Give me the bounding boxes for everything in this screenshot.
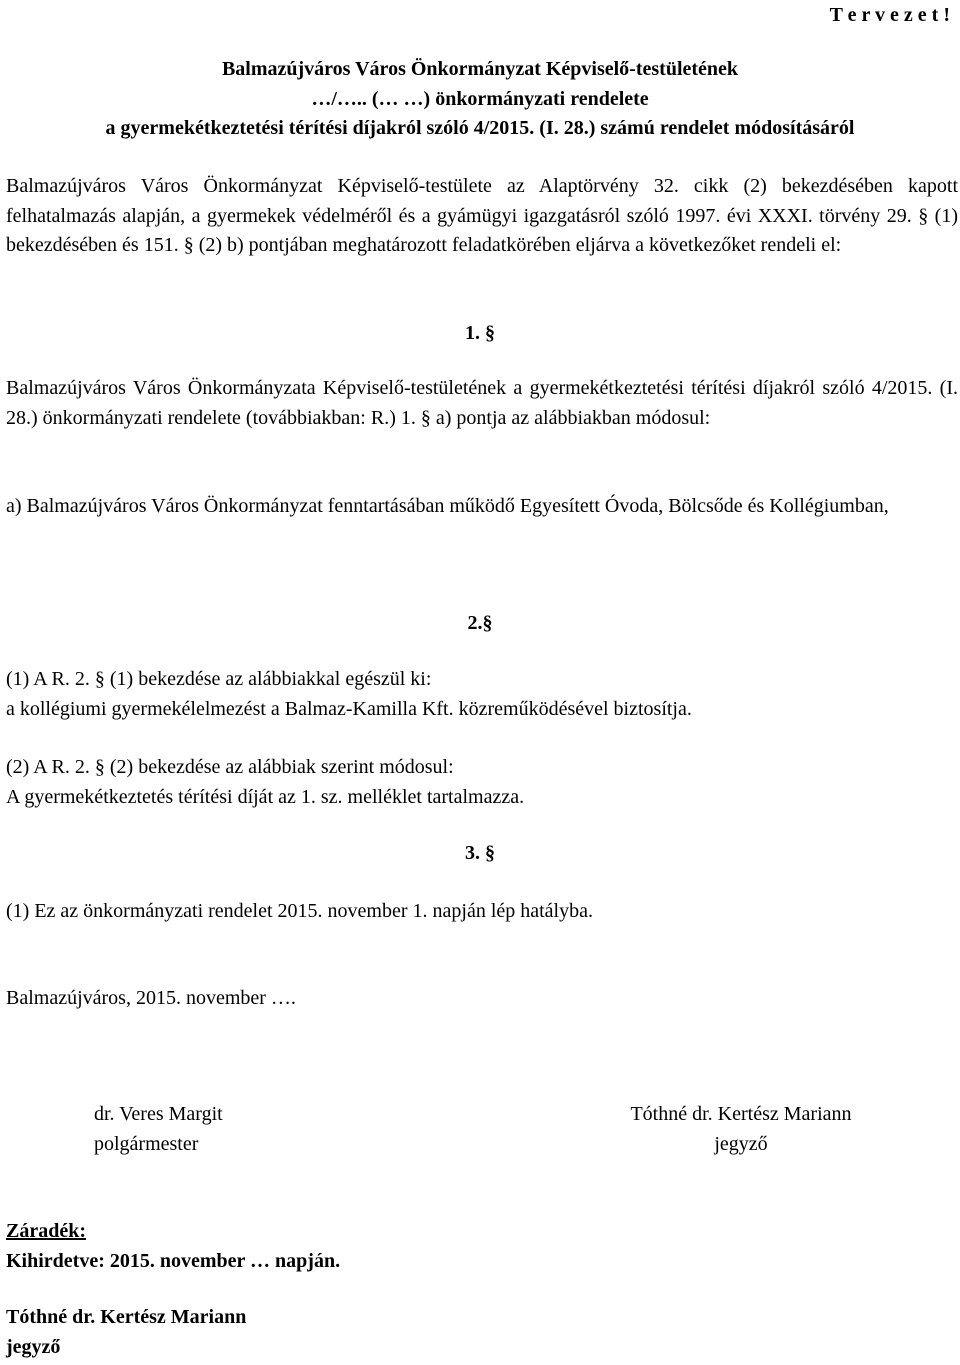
heading-line-3: a gyermekétkeztetési térítési díjakról szóló 4/2015. (I. 28.) számú rendelet módosításáról [105,117,855,139]
clause-label: Záradék: [6,1220,86,1242]
section-3-para-1: (1) Ez az önkormányzati rendelet 2015. november 1. napján lép hatályba. [6,900,593,922]
section-2-para-1-line-2: a kollégiumi gyermekélelmezést a Balmaz-Kamilla Kft. közreműködésével biztosítja. [6,698,692,720]
section-2-para-1-line-1: (1) A R. 2. § (1) bekezdése az alábbiakkal egészül ki: [6,668,432,690]
section-2-number: 2.§ [467,612,493,634]
section-3-number: 3. § [465,842,495,864]
clause-title: jegyző [6,1336,61,1358]
preamble: Balmazújváros Város Önkormányzat Képviselő-testülete az Alaptörvény 32. cikk (2) bekezdésében kapott felhatalmazás alapján, a gyermekek védelméről és a gyámügyi igazgatásról szóló 1997. évi XXXI. törvény 29. § (1) bekezdésében és 151. § (2) b) pontjában meghatározott feladatkörében eljárva a következőket rendeli el: [6,175,958,256]
section-1-number: 1. § [465,322,495,344]
signature-left-title: polgármester [94,1133,199,1155]
clause-name: Tóthné dr. Kertész Mariann [6,1306,247,1328]
section-1-point-a: a) Balmazújváros Város Önkormányzat fenntartásában működő Egyesített Óvoda, Bölcsőde és Kollégiumban, [6,495,889,517]
place-date: Balmazújváros, 2015. november …. [6,987,296,1009]
signature-right-title: jegyző [714,1133,768,1155]
section-2-para-2-line-2: A gyermekétkeztetés térítési díját az 1. sz. melléklet tartalmazza. [6,786,525,808]
heading-line-1: Balmazújváros Város Önkormányzat Képviselő-testületének [221,58,739,80]
clause-announced: Kihirdetve: 2015. november … napján. [6,1250,341,1272]
section-1-text: Balmazújváros Város Önkormányzata Képviselő-testületének a gyermekétkeztetési térítési díjakról szóló 4/2015. (I. 28.) önkormányzati rendelete (továbbiakban: R.) 1. § a) pontja az alábbiakban módosul: [6,377,958,429]
signature-right-name: Tóthné dr. Kertész Mariann [630,1103,852,1125]
heading-line-2: …/….. (… …) önkormányzati rendelete [311,88,649,110]
section-2-para-2-line-1: (2) A R. 2. § (2) bekezdése az alábbiak szerint módosul: [6,756,454,778]
signature-left-name: dr. Veres Margit [94,1103,223,1125]
draft-mark: T e r v e z e t ! [829,4,950,26]
